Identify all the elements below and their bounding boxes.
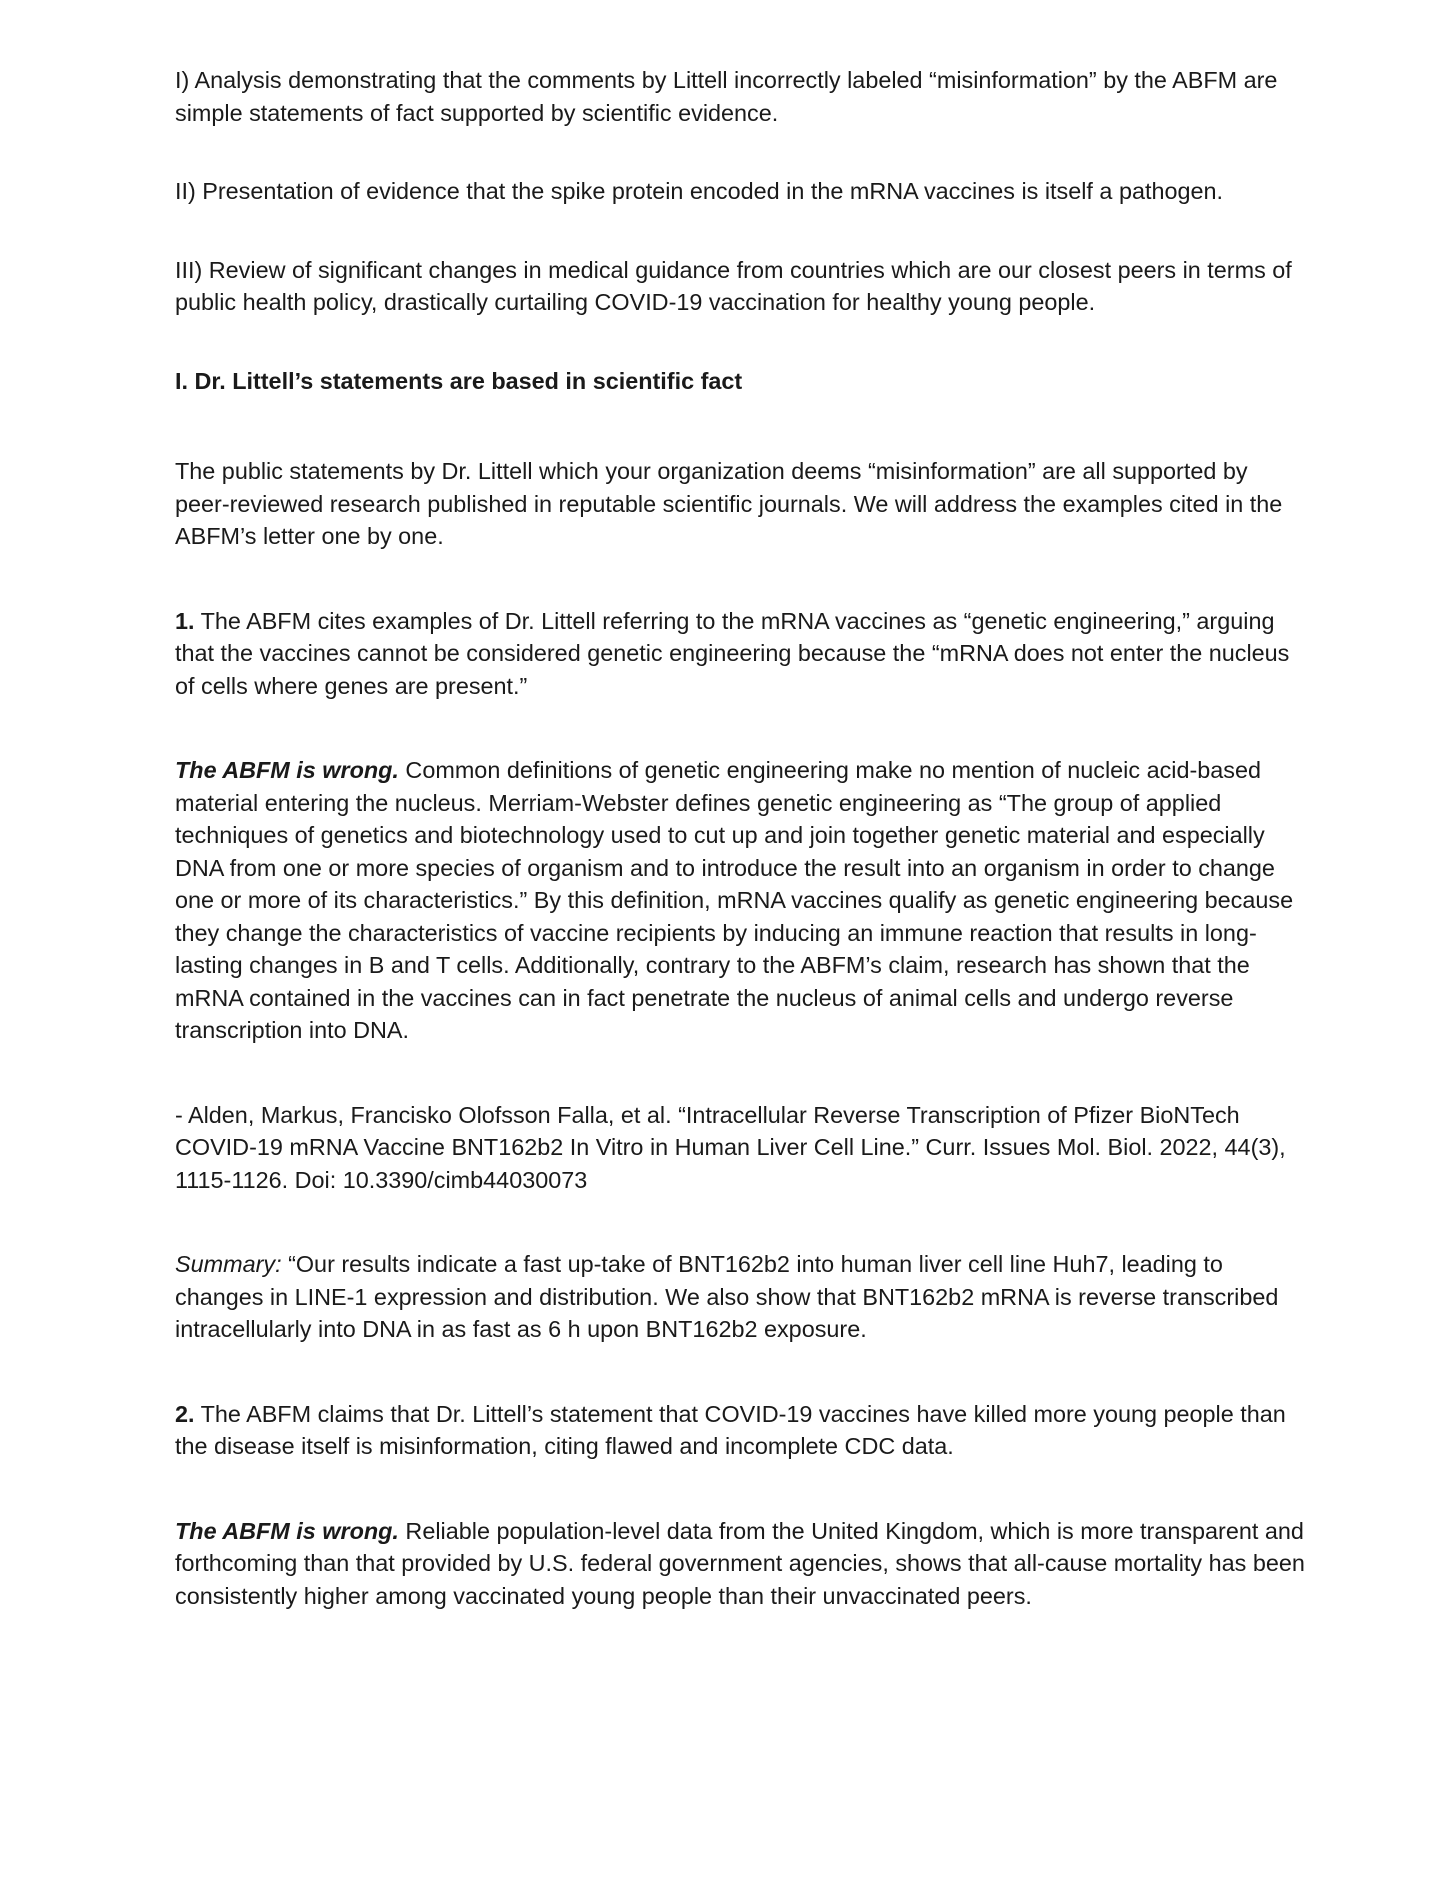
intro-item-2: II) Presentation of evidence that the spike protein encoded in the mRNA vaccines is itself a pathogen.	[175, 178, 1223, 204]
intro-item-1: I) Analysis demonstrating that the comments by Littell incorrectly labeled “misinformation” by the ABFM are simple statements of fact supported by scientific evidence.	[175, 67, 1278, 126]
document-page	[175, 64, 1305, 1612]
section-heading: I. Dr. Littell’s statements are based in scientific fact	[175, 367, 743, 394]
point-1-text: The ABFM cites examples of Dr. Littell referring to the mRNA vaccines as “genetic engineering,” arguing that the vaccines cannot be considered genetic engineering because the “mRNA does not enter the nucleus of cells where genes are present.”	[175, 607, 1290, 699]
citation-1: - Alden, Markus, Francisko Olofsson Falla, et al. “Intracellular Reverse Transcription of Pfizer BioNTech COVID-19 mRNA Vaccine BNT162b2 In Vitro in Human Liver Cell Line.” Curr. Issues Mol. Biol. 2022, 44(3), 1115-1126. Doi: 10.3390/cimb44030073	[175, 1101, 1286, 1193]
rebuttal-2-lead: The ABFM is wrong.	[175, 1517, 399, 1544]
point-2-text: The ABFM claims that Dr. Littell’s statement that COVID-19 vaccines have killed more young people than the disease itself is misinformation, citing flawed and incomplete CDC data.	[175, 1400, 1286, 1459]
rebuttal-2	[175, 1515, 1305, 1613]
point-2-number: 2.	[175, 1400, 195, 1427]
rebuttal-1-lead: The ABFM is wrong.	[175, 757, 399, 783]
summary-1-text: “Our results indicate a fast up-take of BNT162b2 into human liver cell line Huh7, leading to changes in LINE-1 expression and distribution. We also show that BNT162b2 mRNA is reverse transcribed intracellularly into DNA in as fast as 6 h upon BNT162b2 exposure.	[175, 1251, 1279, 1342]
rebuttal-2-text: Reliable population-level data from the United Kingdom, which is more transparent and forthcoming than that provided by U.S. federal government agencies, shows that all-cause mortality has been consistently higher among vaccinated young people than their unvaccinated peers.	[175, 1517, 1305, 1609]
rebuttal-1	[175, 754, 1305, 1047]
summary-1	[175, 1248, 1305, 1346]
rebuttal-1-text: Common definitions of genetic engineering make no mention of nucleic acid-based material entering the nucleus. Merriam-Webster defines genetic engineering as “The group of applied techniques of genetics and biotechnology used to cut up and join together genetic material and especially DNA from one or more species of organism and to introduce the result into an organism in order to change one or more of its characteristics.” By this definition, mRNA vaccines qualify as genetic engineering because they change the characteristics of vaccine recipients by inducing an immune reaction that results in long-lasting changes in B and T cells. Additionally, contrary to the ABFM’s claim, research has shown that the mRNA contained in the vaccines can in fact penetrate the nucleus of animal cells and undergo reverse transcription into DNA.	[175, 757, 1294, 1043]
point-2	[175, 1398, 1305, 1463]
point-1	[175, 605, 1305, 703]
point-1-number: 1.	[175, 607, 195, 634]
summary-1-lead: Summary:	[175, 1251, 282, 1277]
intro-item-3: III) Review of significant changes in medical guidance from countries which are our closest peers in terms of public health policy, drastically curtailing COVID-19 vaccination for healthy young people.	[175, 256, 1292, 315]
section-intro: The public statements by Dr. Littell which your organization deems “misinformation” are all supported by peer-reviewed research published in reputable scientific journals. We will address the examples cited in the ABFM’s letter one by one.	[175, 458, 1283, 549]
